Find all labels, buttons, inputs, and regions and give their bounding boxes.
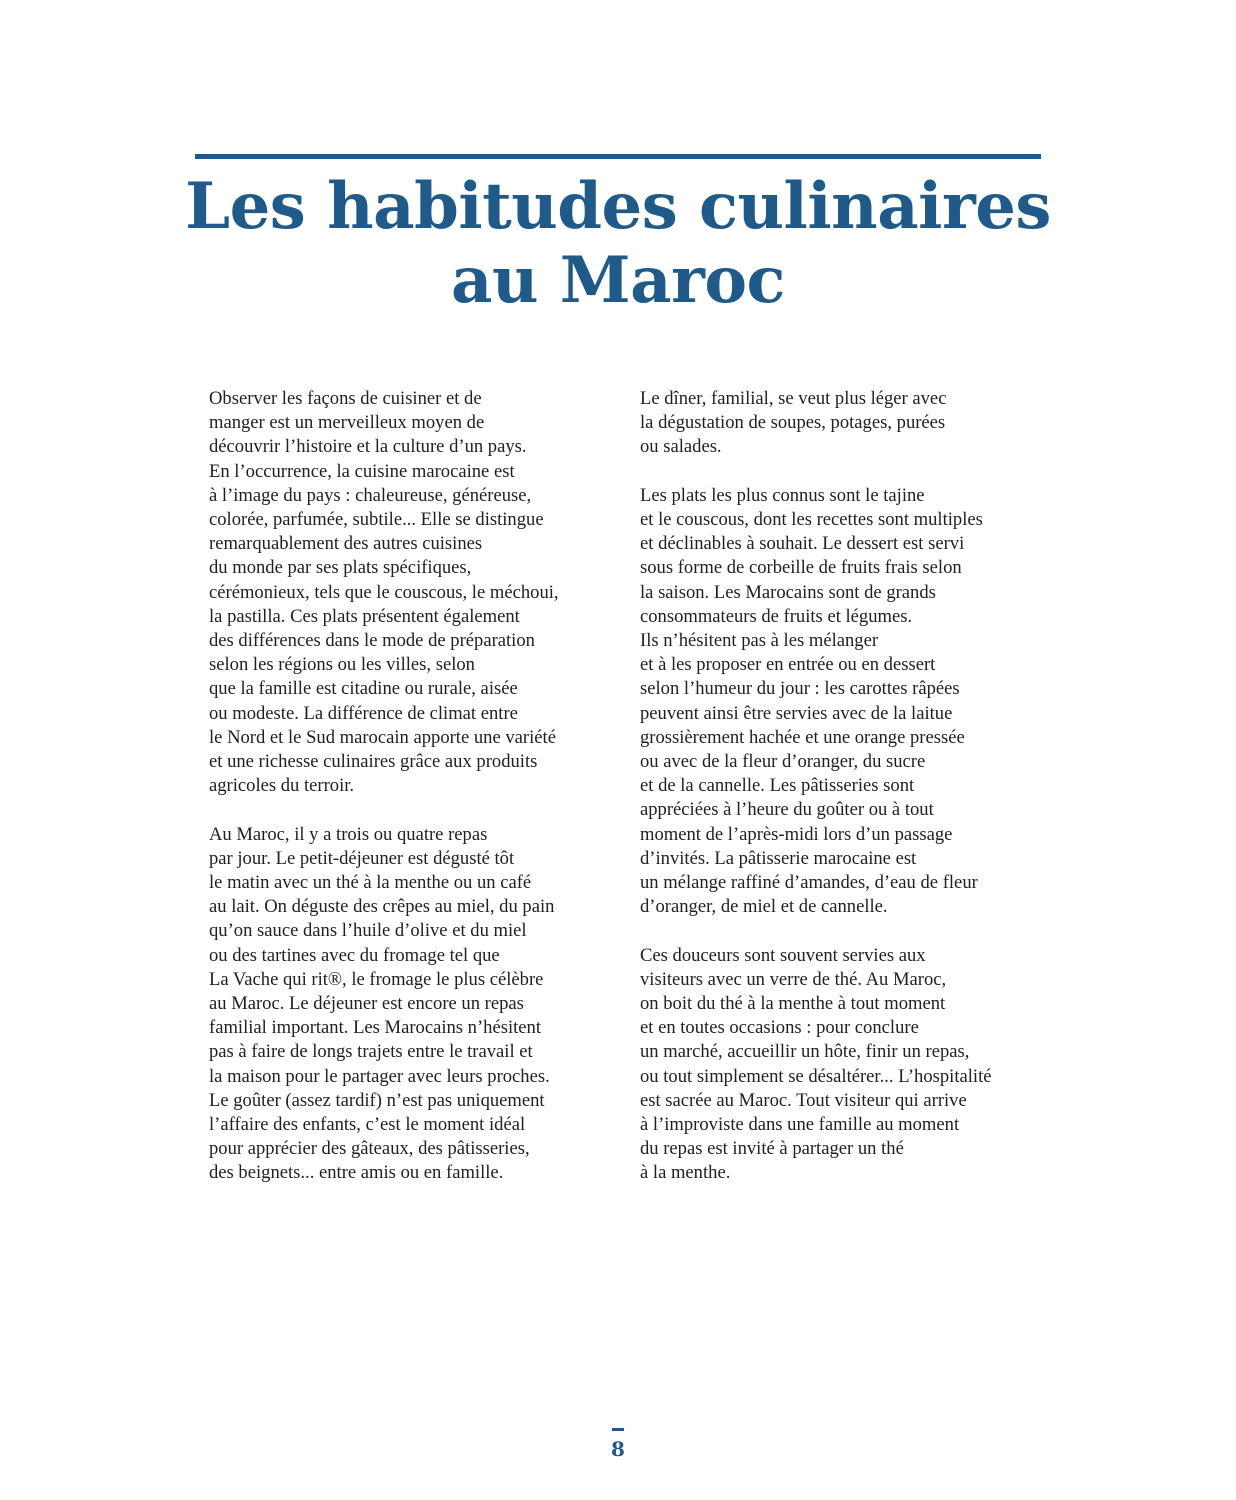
text-line: la maison pour le partager avec leurs proches. [209, 1065, 550, 1087]
text-line: grossièrement hachée et une orange pressée [640, 726, 965, 748]
text-line: un mélange raffiné d’amandes, d’eau de fleur [640, 872, 978, 894]
text-line: la dégustation de soupes, potages, purées [640, 412, 946, 434]
page-title [180, 170, 1056, 318]
text-line: selon l’humeur du jour : les carottes râpées [640, 678, 960, 700]
text-line: Ils n’hésitent pas à les mélanger [640, 630, 879, 652]
paragraph [640, 484, 1040, 920]
text-line: on boit du thé à la menthe à tout moment [640, 993, 946, 1015]
text-line: au lait. On déguste des crêpes au miel, du pain [209, 896, 555, 918]
text-line: peuvent ainsi être servies avec de la laitue [640, 702, 953, 724]
text-line: par jour. Le petit-déjeuner est dégusté tôt [209, 847, 515, 869]
text-line: à l’improviste dans une famille au moment [640, 1114, 960, 1136]
text-line: sous forme de corbeille de fruits frais selon [640, 557, 962, 579]
title-line-2: au Maroc [451, 243, 785, 318]
text-line: ou avec de la fleur d’oranger, du sucre [640, 751, 926, 773]
paragraph [640, 387, 1040, 460]
text-line: découvrir l’histoire et la culture d’un pays. [209, 436, 527, 458]
text-line: Le dîner, familial, se veut plus léger avec [640, 388, 947, 409]
text-line: d’invités. La pâtisserie marocaine est [640, 847, 917, 869]
text-line: colorée, parfumée, subtile... Elle se distingue [209, 509, 544, 531]
text-line: des différences dans le mode de préparation [209, 630, 535, 652]
text-line: ou des tartines avec du fromage tel que [209, 944, 500, 966]
text-line: l’affaire des enfants, c’est le moment idéal [209, 1114, 526, 1136]
page-number: 8 [611, 1437, 625, 1461]
folio-rule [612, 1428, 624, 1431]
text-line: d’oranger, de miel et de cannelle. [640, 896, 888, 918]
text-line: Le goûter (assez tardif) n’est pas uniquement [209, 1089, 545, 1111]
paragraph [640, 944, 1040, 1186]
text-line: et déclinables à souhait. Le dessert est servi [640, 533, 965, 555]
text-line: du repas est invité à partager un thé [640, 1138, 904, 1160]
text-line: consommateurs de fruits et légumes. [640, 605, 913, 627]
text-line: à la menthe. [640, 1162, 731, 1184]
text-line: ou modeste. La différence de climat entre [209, 702, 518, 724]
text-line: un marché, accueillir un hôte, finir un repas, [640, 1041, 970, 1063]
text-line: au Maroc. Le déjeuner est encore un repas [209, 993, 524, 1015]
text-line: manger est un merveilleux moyen de [209, 412, 485, 434]
text-line: Observer les façons de cuisiner et de [209, 388, 482, 409]
text-line: et à les proposer en entrée ou en dessert [640, 654, 936, 676]
text-line: et le couscous, dont les recettes sont multiples [640, 509, 983, 530]
paragraph [209, 823, 609, 1186]
text-line: le Nord et le Sud marocain apporte une variété [209, 726, 556, 748]
text-line: à l’image du pays : chaleureuse, généreuse, [209, 484, 532, 506]
text-line: et en toutes occasions : pour conclure [640, 1017, 919, 1039]
text-line: Au Maroc, il y a trois ou quatre repas [209, 823, 488, 845]
text-line: et de la cannelle. Les pâtisseries sont [640, 775, 915, 797]
right-column [640, 387, 1040, 1210]
text-line: cérémonieux, tels que le couscous, le méchoui, [209, 581, 559, 603]
paragraph [209, 387, 609, 798]
text-line: la pastilla. Ces plats présentent également [209, 605, 520, 627]
text-line: le matin avec un thé à la menthe ou un café [209, 872, 532, 894]
text-line: qu’on sauce dans l’huile d’olive et du miel [209, 920, 527, 942]
text-line: et une richesse culinaires grâce aux produits [209, 751, 538, 773]
text-line: visiteurs avec un verre de thé. Au Maroc, [640, 968, 947, 990]
text-line: agricoles du terroir. [209, 775, 355, 797]
text-line: La Vache qui rit®, le fromage le plus célèbre [209, 968, 544, 990]
text-line: ou tout simplement se désaltérer... L’hospitalité [640, 1065, 992, 1087]
left-column [209, 387, 609, 1210]
text-line: du monde par ses plats spécifiques, [209, 557, 472, 579]
text-line: familial important. Les Marocains n’hésitent [209, 1017, 542, 1039]
text-line: Ces douceurs sont souvent servies aux [640, 944, 926, 966]
text-line: En l’occurrence, la cuisine marocaine est [209, 460, 515, 482]
title-rule [195, 154, 1041, 159]
text-line: Les plats les plus connus sont le tajine [640, 484, 925, 506]
text-line: la saison. Les Marocains sont de grands [640, 581, 936, 603]
text-line: pour apprécier des gâteaux, des pâtisseries, [209, 1138, 530, 1160]
text-line: selon les régions ou les villes, selon [209, 654, 475, 676]
title-line-1: Les habitudes culinaires [185, 169, 1051, 244]
text-line: appréciées à l’heure du goûter ou à tout [640, 799, 934, 821]
text-line: des beignets... entre amis ou en famille. [209, 1162, 504, 1184]
text-line: que la famille est citadine ou rurale, aisée [209, 678, 518, 700]
text-line: remarquablement des autres cuisines [209, 533, 483, 555]
text-line: est sacrée au Maroc. Tout visiteur qui arrive [640, 1089, 967, 1111]
text-line: moment de l’après-midi lors d’un passage [640, 823, 953, 845]
text-line: pas à faire de longs trajets entre le travail et [209, 1041, 533, 1063]
text-line: ou salades. [640, 436, 722, 458]
